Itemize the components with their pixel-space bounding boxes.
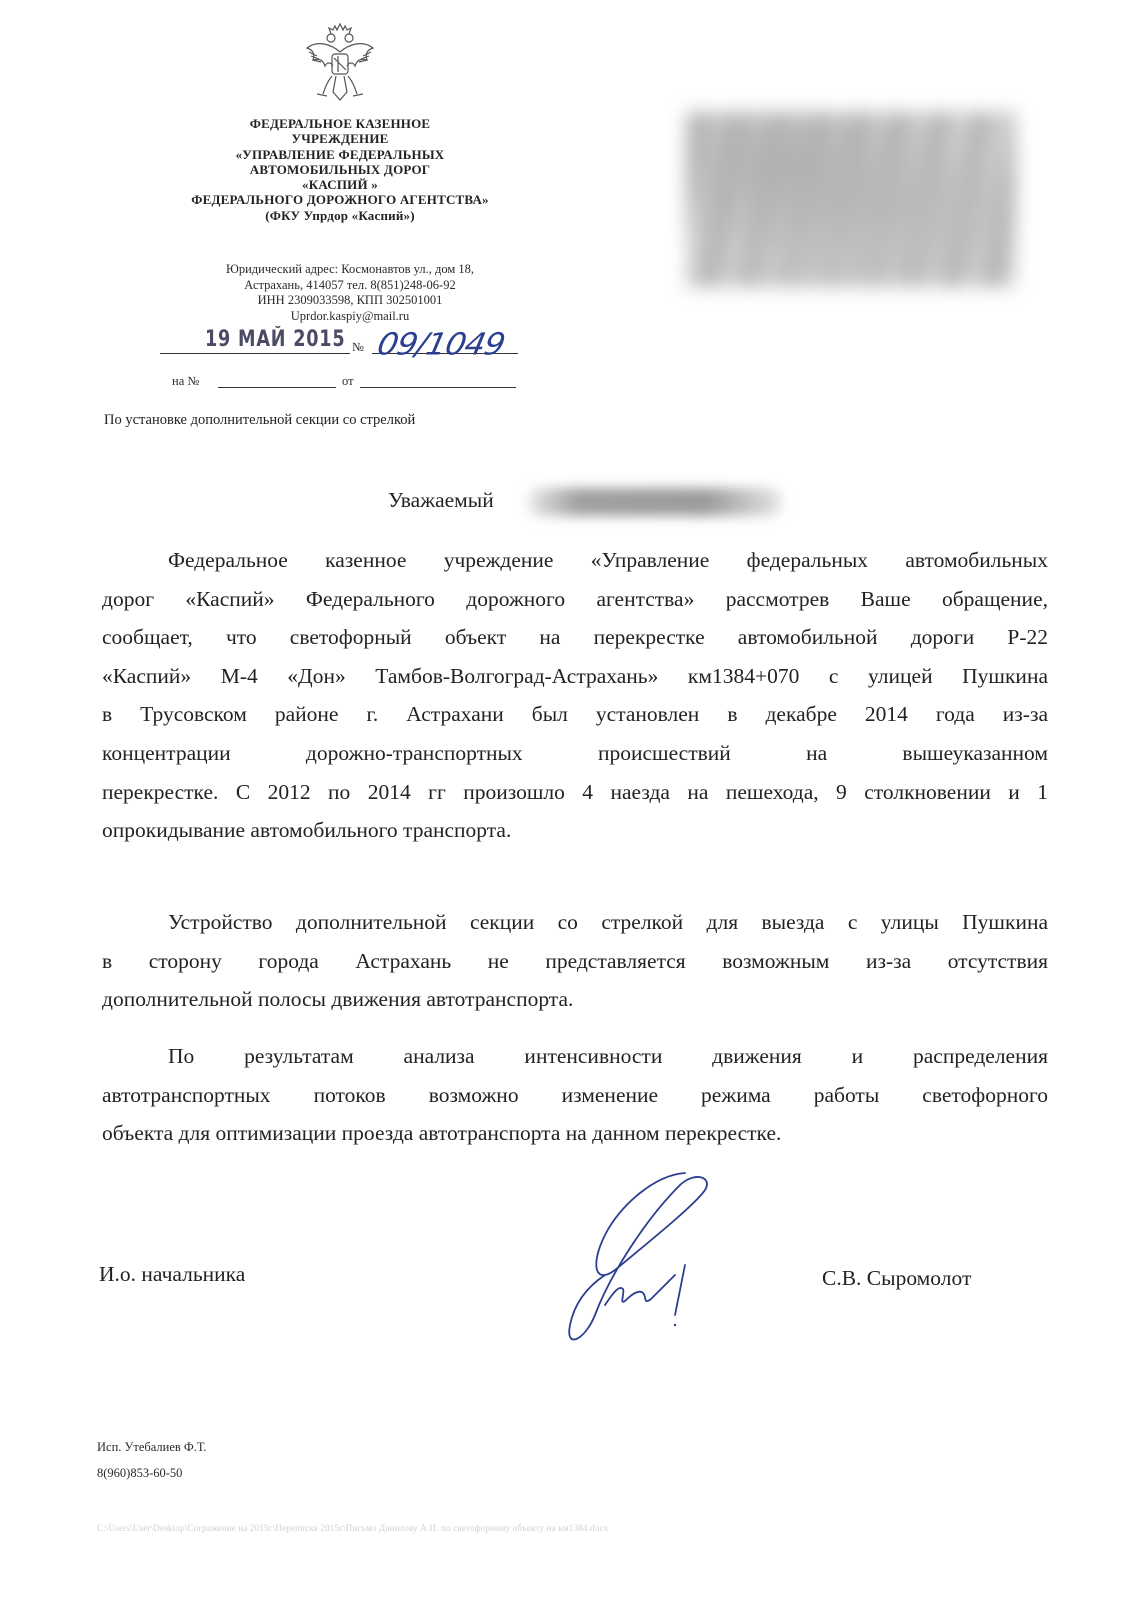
coat-of-arms-emblem (303, 22, 377, 104)
text-line: автотранспортных потоков возможно изменение режима работы светофорного (102, 1082, 1048, 1107)
signatory-title: И.о. начальника (99, 1262, 246, 1286)
text-line: «Каспий» М-4 «Дон» Тамбов-Волгоград-Астрахань» км1384+070 с улицей Пушкина (102, 663, 1048, 688)
date-underline (160, 353, 350, 354)
letter-subject: По установке дополнительной секции со стрелкой (104, 412, 416, 428)
org-line: (ФКУ Упрдор «Каспий») (265, 207, 415, 223)
address-line: ИНН 2309033598, КПП 302501001 (257, 293, 443, 307)
text-line: в Трусовском районе г. Астрахани был установлен в декабре 2014 года из-за (102, 702, 1048, 727)
body-paragraph-1 (102, 541, 1048, 850)
redacted-recipient-block (686, 112, 1016, 287)
text-line: По результатам анализа интенсивности движения и распределения (168, 1044, 1048, 1068)
org-line: «КАСПИЙ » (302, 177, 378, 193)
email-line: Uprdor.kaspiy@mail.ru (290, 308, 410, 323)
text-line: дорог «Каспий» Федерального дорожного агентства» рассмотрев Ваше обращение, (102, 586, 1048, 611)
address-line: Юридический адрес: Космонавтов ул., дом 18, (225, 262, 474, 276)
text-line: дополнительной полосы движения автотранспорта. (102, 987, 574, 1012)
greeting: Уважаемый (388, 488, 494, 512)
ref-date-underline (360, 387, 516, 388)
text-line: в сторону города Астрахань не представляется возможным из-за отсутствия (102, 948, 1048, 973)
text-line: Федеральное казенное учреждение «Управление федеральных автомобильных (168, 548, 1048, 572)
text-line: опрокидывание автомобильного транспорта. (102, 818, 512, 843)
address-line: Астрахань, 414057 тел. 8(851)248-06-92 (244, 277, 456, 292)
file-path-footer: C:\Users\User\Desktop\Согражение на 2015г\Переписка 2015г\Письмо Данилову А.П. по светофорному объекту на км1384.docx (97, 1523, 609, 1533)
body-paragraph-2 (102, 903, 1048, 1019)
redacted-recipient-name (527, 488, 782, 516)
handwritten-signature (535, 1165, 755, 1365)
org-line: УЧРЕЖДЕНИЕ (291, 131, 389, 147)
ref-number-underline (218, 387, 336, 388)
org-line: ФЕДЕРАЛЬНОЕ КАЗЕННОЕ (249, 116, 431, 131)
date-stamp: 19 МАЙ 2015 (205, 327, 346, 352)
org-line: «УПРАВЛЕНИЕ ФЕДЕРАЛЬНЫХ (235, 146, 445, 162)
org-line: ФЕДЕРАЛЬНОГО ДОРОЖНОГО АГЕНТСТВА» (191, 192, 489, 208)
organization-address (140, 262, 560, 324)
body-paragraph-3 (102, 1037, 1048, 1153)
ref-date-label: от (342, 374, 354, 388)
number-sign: № (352, 340, 364, 354)
text-line: перекрестке. С 2012 по 2014 гг произошло 4 наезда на пешехода, 9 столкновении и 1 (102, 779, 1048, 804)
executor-phone: 8(960)853-60-50 (97, 1466, 183, 1480)
text-line: объекта для оптимизации проезда автотранспорта на данном перекрестке. (102, 1121, 782, 1146)
executor-name: Исп. Утебалиев Ф.Т. (97, 1440, 207, 1454)
org-line: АВТОМОБИЛЬНЫХ ДОРОГ (249, 161, 431, 177)
registration-number-handwritten: 09/1049 (374, 325, 508, 363)
text-line: Устройство дополнительной секции со стрелкой для выезда с улицы Пушкина (168, 910, 1048, 934)
text-line: сообщает, что светофорный объект на перекрестке автомобильной дороги Р-22 (102, 625, 1048, 650)
text-line: концентрации дорожно-транспортных происшествий на вышеуказанном (102, 740, 1048, 765)
ref-number-label: на № (172, 374, 200, 388)
organization-header (130, 116, 550, 223)
signatory-name: С.В. Сыромолот (822, 1266, 972, 1290)
